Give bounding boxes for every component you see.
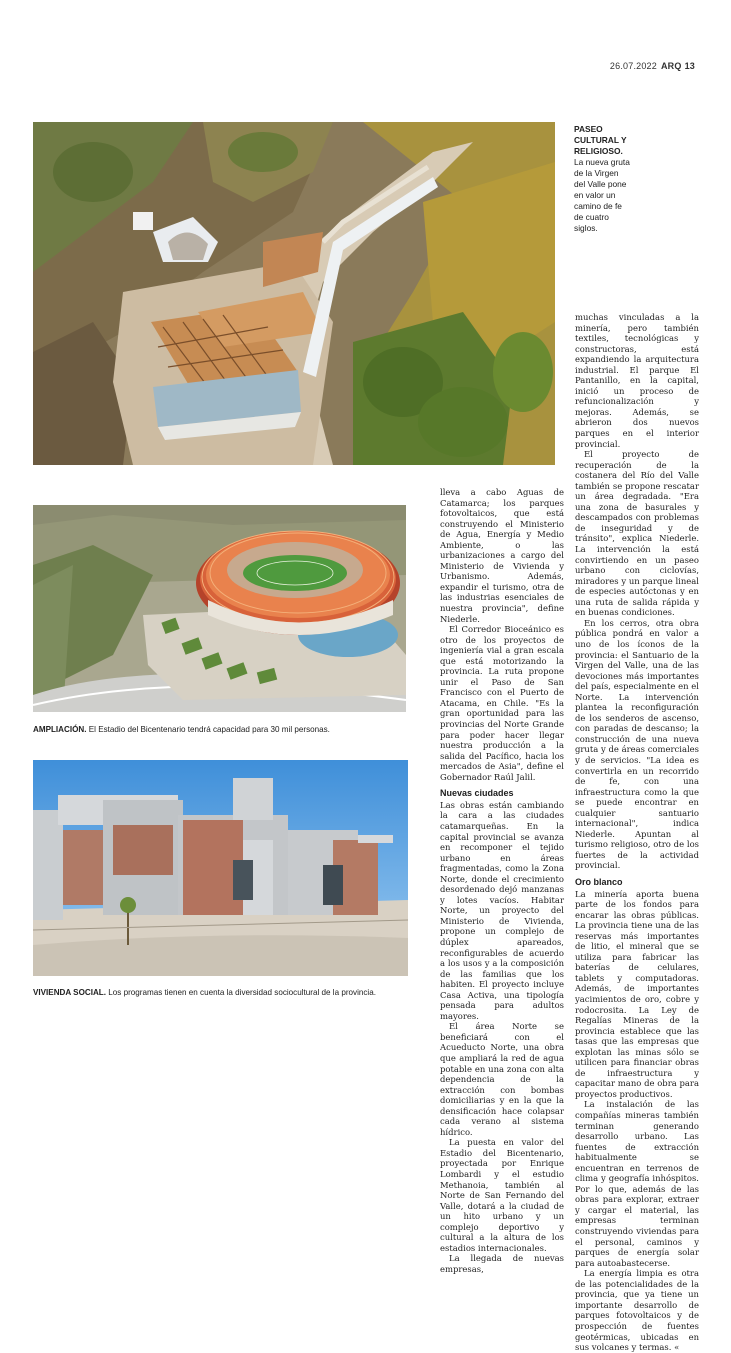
paragraph: muchas vinculadas a la minería, pero también textiles, tecnológicas y constructoras, está expandiendo la arquitectura industrial. El parque El Pantanillo, en la capital, inició un proceso de refuncionalización y mejoras. Además, se abrieron dos nuevos parques en el interior provincial. (575, 312, 699, 449)
subheading-nuevas-ciudades: Nuevas ciudades (440, 788, 514, 799)
page-number: 13 (684, 61, 695, 71)
paragraph: Las obras están cambiando la cara a las ciudades catamarqueñas. En la capital provincial se avanza en recomponer el tejido urbano en áreas fragmentadas, como la Zona Norte, donde el crecimiento desordenado dejó manzanas y lotes vacíos. Habitar Norte, un proyecto del Ministerio de Vivienda, propone un complejo de dúplex apareados, reconfigurables de acuerdo a los usos y a la composición de las familias que los habiten. El proyecto incluye Casa Activa, una tipología pensada para adultos mayores. (440, 799, 564, 1021)
paragraph: El área Norte se beneficiará con el Acueducto Norte, una obra que ampliará la red de agua potable en una zona con alta dependencia de la extracción con bombas domiciliarias y en la que la densificación hace colapsar cada verano al sistema hídrico. (440, 1021, 564, 1137)
grotto-photo-caption (574, 124, 630, 234)
caption-text: La nueva gruta de la Virgen del Valle pone en valor un camino de fe de cuatro siglos. (574, 157, 630, 233)
caption-lead: AMPLIACIÓN. (33, 725, 87, 734)
paragraph: La instalación de las compañías mineras también terminan generando desarrollo urbano. Las fuentes de extracción habitualmente se encuentran en terrenos de clima y geografía inhóspitos. Por lo que, además de las obras para explorar, extraer y cargar el material, las empresas terminan construyendo viviendas para el personal, caminos y parques de energía solar para autoabastecerse. (575, 1099, 699, 1268)
paragraph: El proyecto de recuperación de la costanera del Río del Valle también se propone rescatar un área degradada. "Era una zona de basurales y descampados con problemas de inseguridad y de tránsito", explica Niederle. La intervención la está convirtiendo en un paseo urbano con ciclovías, miradores y un parque lineal de especies autóctonas y en una ruta de salida rápida y en buenas condiciones. (575, 449, 699, 618)
subheading-oro-blanco: Oro blanco (575, 876, 623, 887)
grotto-aerial-photo (33, 122, 555, 465)
caption-text: El Estadio del Bicentenario tendrá capacidad para 30 mil personas. (88, 725, 330, 734)
stadium-photo-caption (33, 725, 330, 734)
housing-photo (33, 760, 408, 976)
issue-date: 26.07.2022 (609, 61, 657, 71)
caption-text: Los programas tienen en cuenta la diversidad sociocultural de la provincia. (108, 988, 376, 997)
paragraph: La llegada de nuevas empresas, (440, 1253, 564, 1274)
stadium-render-photo (33, 505, 406, 712)
section-name: ARQ (660, 61, 682, 71)
article-column-right (575, 312, 699, 1353)
caption-heading: PASEO CULTURAL Y RELIGIOSO. (574, 124, 627, 156)
page-folio (610, 61, 695, 71)
caption-lead: VIVIENDA SOCIAL. (33, 988, 107, 997)
paragraph: En los cerros, otra obra pública pondrá en valor a uno de los íconos de la provincia: el Santuario de la Virgen del Valle, una de las devociones más importantes del país, especialmente en el Norte. La intervención plantea la reconfiguración de los senderos de ascenso, con paradas de descanso; la construcción de una nueva gruta y de áreas comerciales y de servicios. "La idea es convertirla en un recorrido de fe, con una infraestructura como la que se puede encontrar en cualquier santuario internacional", indica Niederle. Apuntan al turismo religioso, otro de los fuertes de la actividad provincial. (575, 617, 699, 871)
housing-photo-caption (33, 988, 376, 997)
paragraph: lleva a cabo Aguas de Catamarca; los parques fotovoltaicos, que está construyendo el Ministerio de Agua, Energía y Medio Ambiente, o las urbanizaciones a cargo del Ministerio de Vivienda y Urbanismo. Además, expandir el turismo, otra de las industrias esenciales de nuestra provincia", define Niederle. (440, 487, 564, 624)
paragraph: El Corredor Bioceánico es otro de los proyectos de ingeniería vial a gran escala que está motorizando la provincia. La ruta propone unir el Paso de San Francisco con el Puerto de Atacama, en Chile. "Es la gran oportunidad para las provincias del Norte Grande para poder hacer llegar nuestra producción a la salida del Pacífico, hacia los mercados de Asia", define el Gobernador Raúl Jalil. (440, 624, 564, 782)
paragraph: La energía limpia es otra de las potencialidades de la provincia, que ya tiene un importante desarrollo de parques fotovoltaicos y de prospección de fuentes geotérmicas, ubicadas en sus volcanes y termas. « (575, 1268, 699, 1353)
paragraph: La minería aporta buena parte de los fondos para encarar las obras públicas. La provincia tiene una de las reservas más importantes de litio, el mineral que se utiliza para fabricar las baterías de celulares, tablets y computadoras. Además, de importantes yacimientos de oro, cobre y rodocrosita. La Ley de Regalías Mineras de la provincia establece que las tasas que las empresas que explotan las minas sólo se utilicen para financiar obras de infraestructura y capacitar mano de obra para proyectos productivos. (575, 888, 699, 1099)
paragraph: La puesta en valor del Estadio del Bicentenario, proyectada por Enrique Lombardi y el estudio Methanoia, también al Norte de San Fernando del Valle, dotará a la ciudad de un hito urbano y un complejo deportivo y cultural a la altura de los estadios internacionales. (440, 1137, 564, 1253)
article-column-middle (440, 487, 564, 1274)
